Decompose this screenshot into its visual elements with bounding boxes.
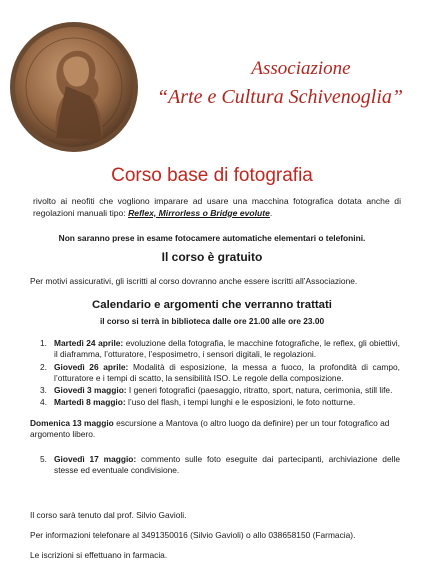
item-text: I generi fotografici (paesaggio, ritratto, sport, natura, cerimonia, still life. bbox=[126, 385, 393, 396]
item-date: Giovedì 26 aprile: bbox=[54, 361, 129, 372]
excursion-text: escursione a Mantova (o altro luogo da definire) per un tour fotografico ad argomento libero. bbox=[30, 418, 390, 440]
item-text: l’uso del flash, i tempi lunghi e le esposizioni, le foto notturne. bbox=[125, 397, 356, 408]
list-item bbox=[40, 454, 400, 477]
intro-end: . bbox=[269, 207, 273, 218]
item-number: 4. bbox=[40, 397, 47, 408]
item-number: 3. bbox=[40, 385, 47, 396]
teacher-note: Il corso sarà tenuto dal prof. Silvio Gavioli. bbox=[30, 510, 187, 520]
item-date: Giovedì 17 maggio: bbox=[54, 454, 137, 464]
item-text: Modalità di esposizione, la messa a fuoco, la profondità di campo, l’otturatore e i tempi di scatto, la sensibilità ISO. Le regole della composizione. bbox=[54, 361, 400, 383]
calendar-heading: Calendario e argomenti che verranno trattati bbox=[92, 299, 332, 311]
intro-paragraph bbox=[33, 196, 401, 219]
item-number: 5. bbox=[40, 454, 47, 464]
item-date: Martedì 24 aprile: bbox=[54, 338, 124, 348]
calendar-subtitle: il corso si terrà in biblioteca dalle ore 21.00 alle ore 23.00 bbox=[99, 316, 325, 326]
list-item bbox=[40, 338, 400, 361]
item-date: Giovedì 3 maggio: bbox=[54, 385, 127, 396]
intro-text: rivolto ai neofiti che vogliono imparare ad usare una macchina fotografica dotata anche di regolazioni manuali tipo: bbox=[33, 196, 401, 218]
notice-text: Non saranno prese in esame fotocamere automatiche elementari o telefonini. bbox=[58, 233, 366, 243]
item-number: 1. bbox=[40, 338, 47, 348]
registration-note: Le iscrizioni si effettuano in farmacia. bbox=[30, 550, 168, 560]
excursion-date: Domenica 13 maggio bbox=[30, 418, 114, 428]
course-title: Corso base di fotografia bbox=[111, 165, 313, 186]
excursion-paragraph bbox=[30, 418, 404, 441]
association-name: “Arte e Cultura Schivenoglia” bbox=[156, 86, 404, 108]
item-text: commento sulle foto eseguite dai partecipanti, archiviazione delle stesse ed eventuale condivisione. bbox=[54, 454, 400, 476]
list-item bbox=[40, 362, 400, 385]
list-item bbox=[40, 397, 400, 408]
contact-info: Per informazioni telefonare al 3491350016 (Silvio Gavioli) o allo 038658150 (Farmacia). bbox=[30, 530, 356, 540]
item-text: evoluzione della fotografia, le macchine fotografiche, le reflex, gli obiettivi, il diaframma, l’otturatore, l’esposimetro, i sensori digitali, le regolazioni. bbox=[54, 338, 400, 360]
lesson-list bbox=[40, 338, 400, 410]
medal-portrait-image bbox=[8, 20, 140, 154]
association-label: Associazione bbox=[251, 58, 351, 79]
list-item bbox=[40, 385, 400, 396]
free-course-heading: Il corso è gratuito bbox=[161, 250, 263, 264]
item-date: Martedì 8 maggio: bbox=[54, 397, 126, 408]
item-number: 2. bbox=[40, 361, 47, 372]
camera-types: Reflex, Mirrorless o Bridge evolute bbox=[128, 207, 270, 218]
lesson-list-final bbox=[40, 454, 400, 477]
insurance-note: Per motivi assicurativi, gli iscritti al corso dovranno anche essere iscritti all’Associazione. bbox=[30, 276, 358, 286]
